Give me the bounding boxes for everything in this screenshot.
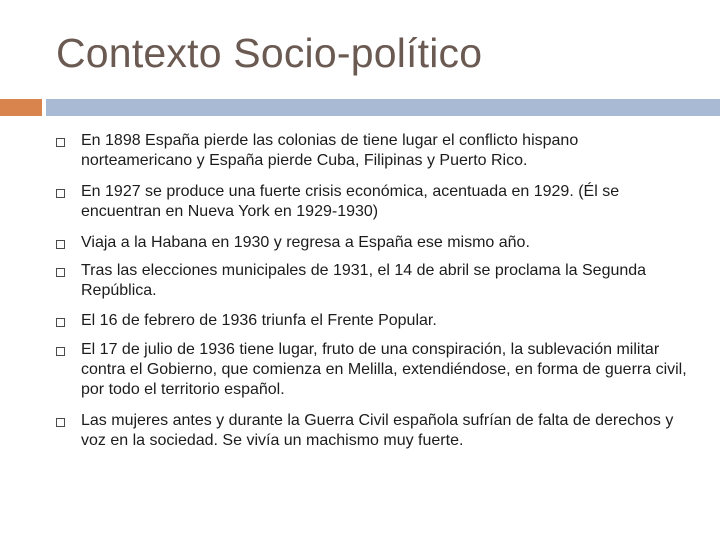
accent-bar-blue [46, 99, 720, 116]
hollow-square-icon [56, 189, 65, 198]
hollow-square-icon [56, 268, 65, 277]
accent-bar-orange [0, 99, 42, 116]
bullet-text: Viaja a la Habana en 1930 y regresa a España ese mismo año. [81, 234, 530, 251]
hollow-square-icon [56, 318, 65, 327]
bullet-text: Tras las elecciones municipales de 1931, el 14 de abril se proclama la Segunda República. [81, 262, 647, 299]
bullet-text: En 1927 se produce una fuerte crisis económica, acentuada en 1929. (Él se encuentran en Nueva York en 1929-1930) [81, 183, 620, 220]
slide-title: Contexto Socio-político [56, 30, 483, 76]
bullet-text: El 17 de julio de 1936 tiene lugar, fruto de una conspiración, la sublevación militar contra el Gobierno, que comienza en Melilla, extendiéndose, en forma de guerra civil, por todo el territorio español. [81, 341, 687, 398]
bullet-text: El 16 de febrero de 1936 triunfa el Frente Popular. [81, 312, 437, 329]
bullet-text: En 1898 España pierde las colonias de tiene lugar el conflicto hispano norteamericano y España pierde Cuba, Filipinas y Puerto Rico. [81, 132, 579, 169]
hollow-square-icon [56, 347, 65, 356]
hollow-square-icon [56, 240, 65, 249]
bullet-text: Las mujeres antes y durante la Guerra Civil española sufrían de falta de derechos y voz en la sociedad. Se vivía un machismo muy fuerte. [81, 412, 674, 449]
hollow-square-icon [56, 418, 65, 427]
hollow-square-icon [56, 138, 65, 147]
